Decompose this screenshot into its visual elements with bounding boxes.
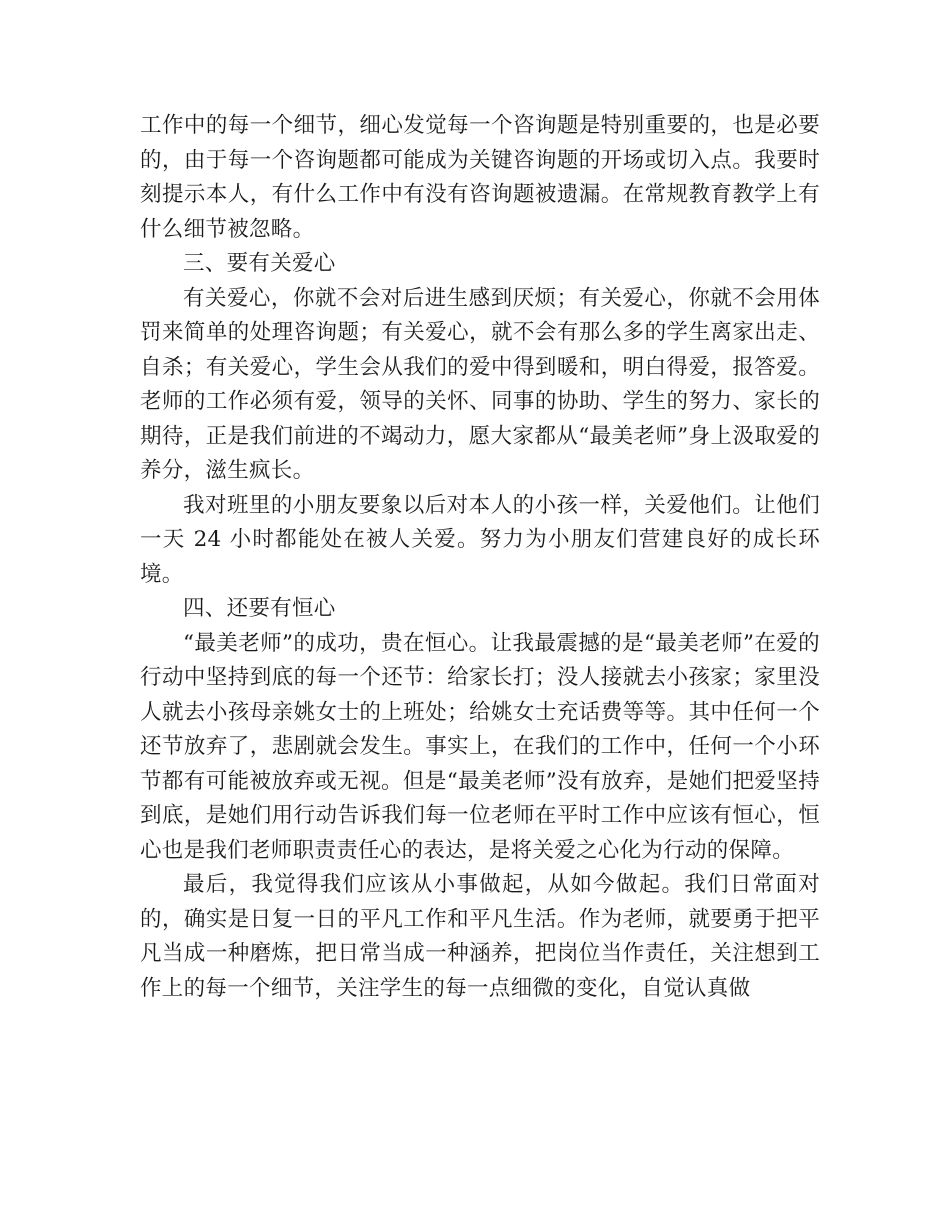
paragraph-continuation: 工作中的每一个细节，细心发觉每一个咨询题是特别重要的，也是必要的，由于每一个咨询题都可能成为关键咨询题的开场或切入点。我要时刻提示本人，有什么工作中有没有咨询题被遗漏。在常规教育教学上有什么细节被忽略。 [140, 113, 820, 242]
paragraph-love: 有关爱心，你就不会对后进生感到厌烦；有关爱心，你就不会用体罚来简单的处理咨询题；有关爱心，就不会有那么多的学生离家出走、自杀；有关爱心，学生会从我们的爱中得到暖和，明白得爱，报答爱。老师的工作必须有爱，领导的关怀、同事的协助、学生的努力、家长的期待，正是我们前进的不竭动力，愿大家都从“最美老师”身上汲取爱的养分，滋生疯长。 [140, 285, 820, 483]
paragraph-perseverance: “最美老师”的成功，贵在恒心。让我最震撼的是“最美老师”在爱的行动中坚持到底的每一个还节：给家长打；没人接就去小孩家；家里没人就去小孩母亲姚女士的上班处；给姚女士充话费等等。其中任何一个还节放弃了，悲剧就会发生。事实上，在我们的工作中，任何一个小环节都有可能被放弃或无视。但是“最美老师”没有放弃，是她们把爱坚持到底，是她们用行动告诉我们每一位老师在平时工作中应该有恒心，恒心也是我们老师职责责任心的表达，是将关爱之心化为行动的保障。 [140, 630, 820, 863]
section-heading-perseverance: 四、还要有恒心 [183, 596, 336, 621]
document-body [140, 109, 820, 1006]
paragraph-conclusion: 最后，我觉得我们应该从小事做起，从如今做起。我们日常面对的，确实是日复一日的平凡工作和平凡生活。作为老师，就要勇于把平凡当成一种磨炼，把日常当成一种涵养，把岗位当作责任，关注想到工作上的每一个细节，关注学生的每一点细微的变化，自觉认真做 [140, 872, 820, 1001]
paragraph-care-children: 我对班里的小朋友要象以后对本人的小孩一样，关爱他们。让他们一天 24 小时都能处在被人关爱。努力为小朋友们营建良好的成长环境。 [140, 492, 820, 587]
section-heading-love: 三、要有关爱心 [183, 251, 336, 276]
